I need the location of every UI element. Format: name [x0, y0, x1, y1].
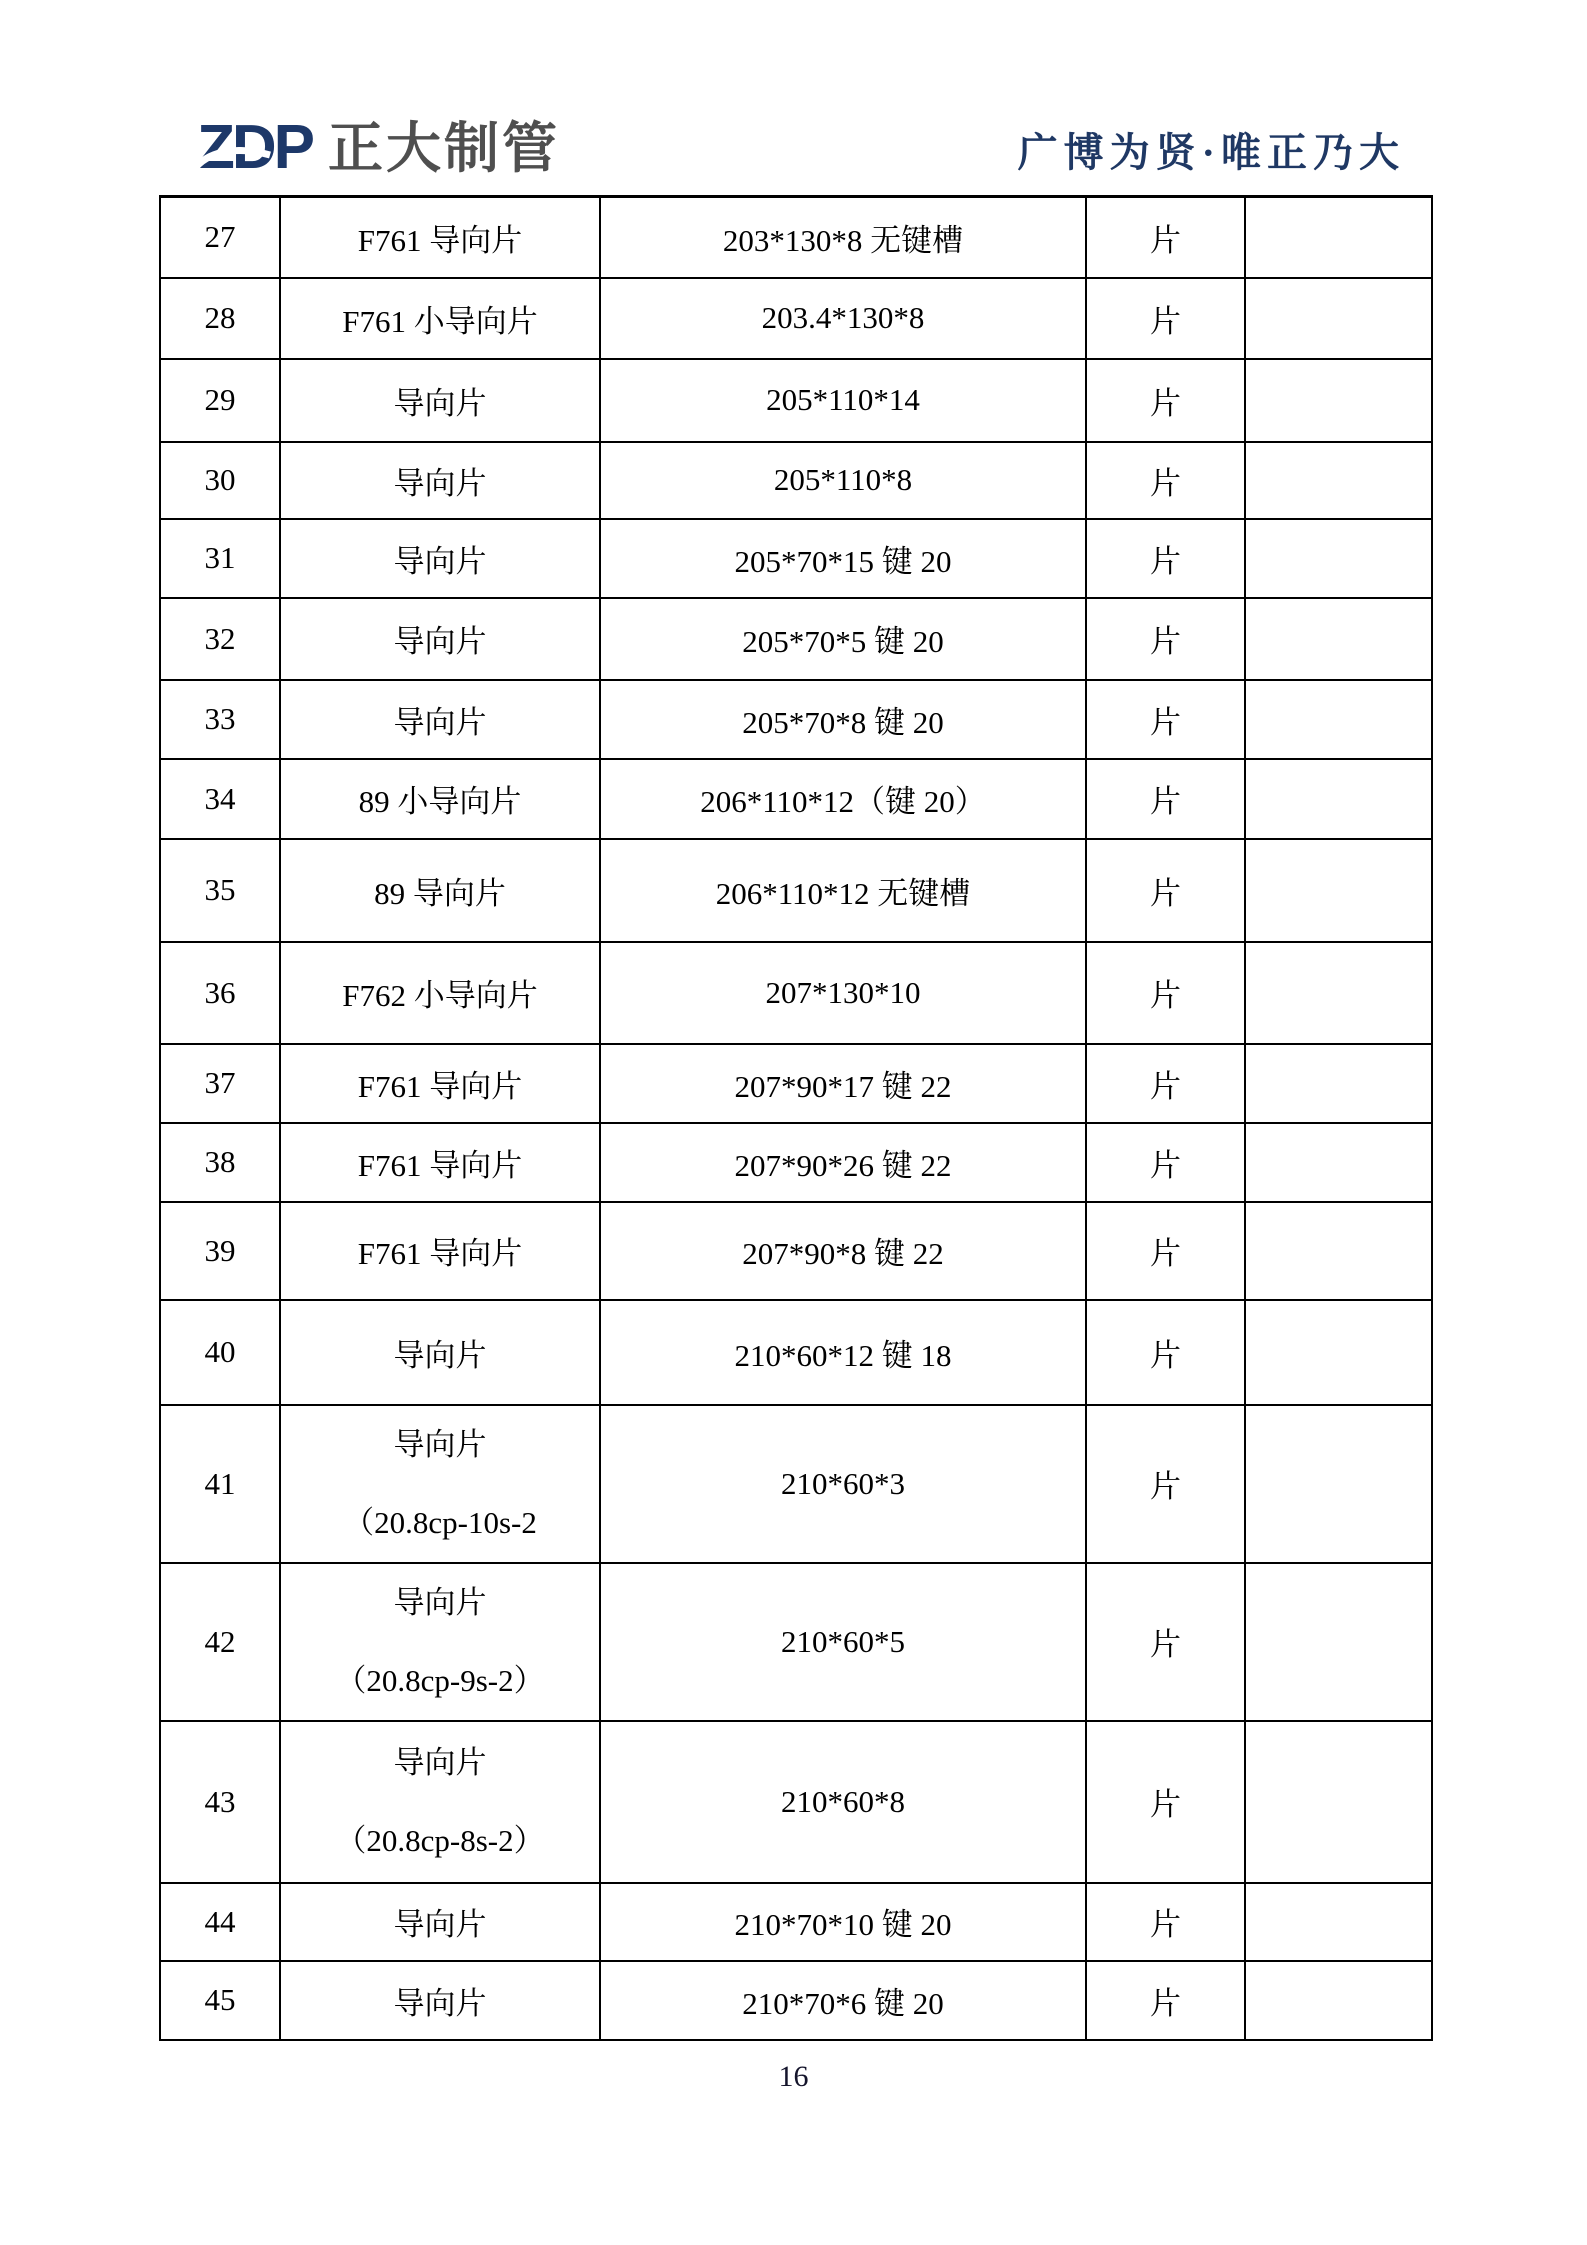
part-name-cell: F762 小导向片: [280, 942, 600, 1044]
part-name-cell: 导向片: [280, 598, 600, 680]
part-spec-cell: 205*70*15 键 20: [600, 519, 1086, 598]
part-spec-cell: 210*60*12 键 18: [600, 1300, 1086, 1405]
row-number-cell: 35: [160, 839, 280, 942]
table-row: [160, 1044, 1432, 1123]
part-name-cell: F761 导向片: [280, 1202, 600, 1300]
part-spec-cell: 207*130*10: [600, 942, 1086, 1044]
table-row: [160, 1300, 1432, 1405]
part-unit-cell: 片: [1086, 359, 1245, 442]
table-row: [160, 680, 1432, 759]
table-row: [160, 1202, 1432, 1300]
part-name-cell: F761 导向片: [280, 1123, 600, 1202]
row-number-cell: 33: [160, 680, 280, 759]
part-unit-cell: 片: [1086, 942, 1245, 1044]
part-note-cell: [1245, 519, 1432, 598]
part-spec-cell: 210*70*10 键 20: [600, 1883, 1086, 1961]
row-number-cell: 27: [160, 197, 280, 278]
row-number-cell: 40: [160, 1300, 280, 1405]
part-note-cell: [1245, 598, 1432, 680]
parts-table: [159, 195, 1433, 2041]
row-number-cell: 42: [160, 1563, 280, 1721]
part-note-cell: [1245, 1044, 1432, 1123]
company-logo: [197, 113, 561, 182]
part-spec-cell: 210*70*6 键 20: [600, 1961, 1086, 2040]
part-name-cell: 89 导向片: [280, 839, 600, 942]
table-row: [160, 1721, 1432, 1883]
logo-zdp-text: [197, 113, 312, 182]
row-number-cell: 28: [160, 278, 280, 359]
part-note-cell: [1245, 1123, 1432, 1202]
part-spec-cell: 205*70*8 键 20: [600, 680, 1086, 759]
row-number-cell: 45: [160, 1961, 280, 2040]
part-name-line-1: 导向片: [393, 1744, 487, 1780]
table-row: [160, 942, 1432, 1044]
part-note-cell: [1245, 278, 1432, 359]
row-number-cell: 43: [160, 1721, 280, 1883]
part-name-line-2: （20.8cp-8s-2）: [335, 1822, 545, 1858]
table-row: [160, 598, 1432, 680]
part-spec-cell: 207*90*8 键 22: [600, 1202, 1086, 1300]
part-note-cell: [1245, 839, 1432, 942]
part-spec-cell: 206*110*12 无键槽: [600, 839, 1086, 942]
part-unit-cell: 片: [1086, 1300, 1245, 1405]
table-row: [160, 278, 1432, 359]
row-number-cell: 39: [160, 1202, 280, 1300]
part-spec-cell: 205*70*5 键 20: [600, 598, 1086, 680]
part-name-cell: 导向片: [280, 442, 600, 519]
part-name-cell: F761 导向片: [280, 1044, 600, 1123]
part-unit-cell: 片: [1086, 519, 1245, 598]
part-spec-cell: 210*60*5: [600, 1563, 1086, 1721]
part-name-cell: F761 导向片: [280, 197, 600, 278]
page-number: 16: [778, 2060, 809, 2093]
company-slogan: 广博为贤·唯正乃大: [1017, 130, 1405, 175]
part-unit-cell: 片: [1086, 1202, 1245, 1300]
part-spec-cell: 203*130*8 无键槽: [600, 197, 1086, 278]
row-number-cell: 38: [160, 1123, 280, 1202]
part-unit-cell: 片: [1086, 1405, 1245, 1563]
part-note-cell: [1245, 942, 1432, 1044]
part-unit-cell: 片: [1086, 1883, 1245, 1961]
part-note-cell: [1245, 359, 1432, 442]
part-note-cell: [1245, 1300, 1432, 1405]
table-row: [160, 759, 1432, 839]
part-spec-cell: 205*110*8: [600, 442, 1086, 519]
part-name-cell: [280, 1563, 600, 1721]
part-name-cell: [280, 1721, 600, 1883]
part-unit-cell: 片: [1086, 1961, 1245, 2040]
row-number-cell: 30: [160, 442, 280, 519]
table-row: [160, 1405, 1432, 1563]
part-name-line-2: （20.8cp-9s-2）: [335, 1662, 545, 1698]
part-spec-cell: 207*90*26 键 22: [600, 1123, 1086, 1202]
part-name-line-2: （20.8cp-10s-2: [343, 1504, 537, 1540]
part-name-cell: [280, 1405, 600, 1563]
part-note-cell: [1245, 680, 1432, 759]
part-unit-cell: 片: [1086, 278, 1245, 359]
row-number-cell: 36: [160, 942, 280, 1044]
table-row: [160, 1123, 1432, 1202]
part-name-line-1: 导向片: [393, 1584, 487, 1620]
part-unit-cell: 片: [1086, 839, 1245, 942]
page-header: [159, 0, 1431, 195]
row-number-cell: 34: [160, 759, 280, 839]
row-number-cell: 44: [160, 1883, 280, 1961]
part-note-cell: [1245, 1961, 1432, 2040]
table-row: [160, 1961, 1432, 2040]
part-note-cell: [1245, 759, 1432, 839]
part-note-cell: [1245, 1883, 1432, 1961]
table-row: [160, 442, 1432, 519]
part-unit-cell: 片: [1086, 759, 1245, 839]
part-name-cell: 89 小导向片: [280, 759, 600, 839]
part-unit-cell: 片: [1086, 442, 1245, 519]
part-unit-cell: 片: [1086, 1044, 1245, 1123]
part-spec-cell: 210*60*3: [600, 1405, 1086, 1563]
part-spec-cell: 203.4*130*8: [600, 278, 1086, 359]
table-row: [160, 839, 1432, 942]
part-note-cell: [1245, 1405, 1432, 1563]
table-row: [160, 1563, 1432, 1721]
table-row: [160, 197, 1432, 278]
part-unit-cell: 片: [1086, 598, 1245, 680]
part-name-cell: 导向片: [280, 519, 600, 598]
part-note-cell: [1245, 1563, 1432, 1721]
part-name-cell: 导向片: [280, 1883, 600, 1961]
part-note-cell: [1245, 1202, 1432, 1300]
part-spec-cell: 207*90*17 键 22: [600, 1044, 1086, 1123]
part-note-cell: [1245, 197, 1432, 278]
part-spec-cell: 206*110*12（键 20）: [600, 759, 1086, 839]
part-name-cell: 导向片: [280, 680, 600, 759]
part-name-line-1: 导向片: [393, 1426, 487, 1462]
part-unit-cell: 片: [1086, 1563, 1245, 1721]
table-row: [160, 519, 1432, 598]
row-number-cell: 41: [160, 1405, 280, 1563]
logo-company-name: 正大制管: [328, 116, 561, 179]
row-number-cell: 37: [160, 1044, 280, 1123]
row-number-cell: 29: [160, 359, 280, 442]
part-spec-cell: 205*110*14: [600, 359, 1086, 442]
part-name-cell: 导向片: [280, 359, 600, 442]
row-number-cell: 32: [160, 598, 280, 680]
part-unit-cell: 片: [1086, 197, 1245, 278]
part-name-cell: 导向片: [280, 1300, 600, 1405]
part-name-cell: 导向片: [280, 1961, 600, 2040]
part-unit-cell: 片: [1086, 1123, 1245, 1202]
parts-table-body: [160, 197, 1432, 2040]
part-unit-cell: 片: [1086, 680, 1245, 759]
table-row: [160, 1883, 1432, 1961]
logo-zdp-letters: ZDP: [197, 113, 312, 182]
part-note-cell: [1245, 1721, 1432, 1883]
part-note-cell: [1245, 442, 1432, 519]
part-name-cell: F761 小导向片: [280, 278, 600, 359]
table-row: [160, 359, 1432, 442]
row-number-cell: 31: [160, 519, 280, 598]
part-unit-cell: 片: [1086, 1721, 1245, 1883]
part-spec-cell: 210*60*8: [600, 1721, 1086, 1883]
